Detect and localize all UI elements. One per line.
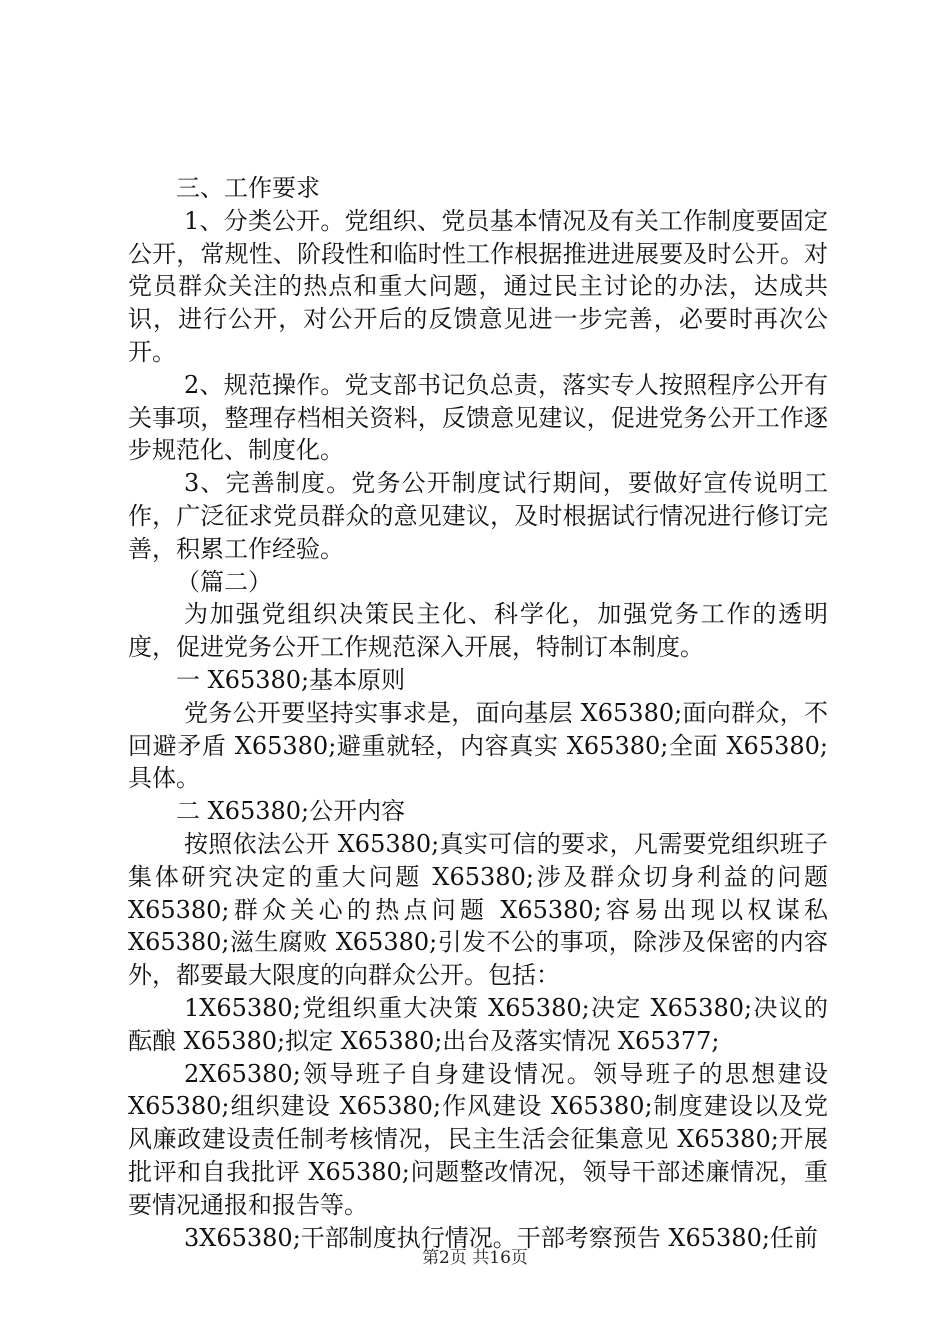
paragraph-principles-text: 党务公开要坚持实事求是，面向基层 X65380;面向群众，不回避矛盾 X65380;避重就轻，内容真实 X65380;全面 X65380;具体。 xyxy=(128,698,828,793)
paragraph-classified-disclosure: 1、分类公开。党组织、党员基本情况及有关工作制度要固定公开，常规性、阶段性和临时性工作根据推进进展要及时公开。对党员群众关注的热点和重大问题，通过民主讨论的办法，达成共识，进行公开，对公开后的反馈意见进一步完善，必要时再次公开。 xyxy=(128,206,828,366)
list-item-cadre-system: 3X65380;干部制度执行情况。干部考察预告 X65380;任前 xyxy=(184,1223,818,1252)
section-heading-disclosure-content: 二 X65380;公开内容 xyxy=(176,797,406,826)
paragraph-standardized-operation: 2、规范操作。党支部书记负总责，落实专人按照程序公开有关事项，整理存档相关资料，反馈意见建议，促进党务公开工作逐步规范化、制度化。 xyxy=(128,370,828,465)
list-item-leadership-building: 2X65380;领导班子自身建设情况。领导班子的思想建设 X65380;组织建设 X65380;作风建设 X65380;制度建设以及党风廉政建设责任制考核情况，民主生活会征集意见 X65380;开展批评和自我批评 X65380;问题整改情况，领导干部述廉情况，重要情况通报和报告等。 xyxy=(128,1059,828,1219)
paragraph-disclosure-requirements: 按照依法公开 X65380;真实可信的要求，凡需要党组织班子集体研究决定的重大问题 X65380;涉及群众切身利益的问题 X65380;群众关心的热点问题 X65380;容易出现以权谋私 X65380;滋生腐败 X65380;引发不公的事项，除涉及保密的内容外，都要最大限度的向群众公开。包括： xyxy=(128,829,828,990)
page-number-footer: 第2页 共16页 xyxy=(422,1248,528,1268)
paragraph-purpose: 为加强党组织决策民主化、科学化，加强党务工作的透明度，促进党务公开工作规范深入开展，特制订本制度。 xyxy=(128,600,828,662)
section-heading-part-two: （篇二） xyxy=(176,567,272,596)
section-heading-basic-principles: 一 X65380;基本原则 xyxy=(176,665,406,694)
list-item-major-decisions: 1X65380;党组织重大决策 X65380;决定 X65380;决议的酝酿 X65380;拟定 X65380;出台及落实情况 X65377; xyxy=(128,993,828,1055)
section-heading-work-requirements: 三、工作要求 xyxy=(176,174,320,202)
document-body xyxy=(128,172,828,1254)
paragraph-improve-system: 3、完善制度。党务公开制度试行期间，要做好宣传说明工作，广泛征求党员群众的意见建议，及时根据试行情况进行修订完善，积累工作经验。 xyxy=(128,469,828,563)
